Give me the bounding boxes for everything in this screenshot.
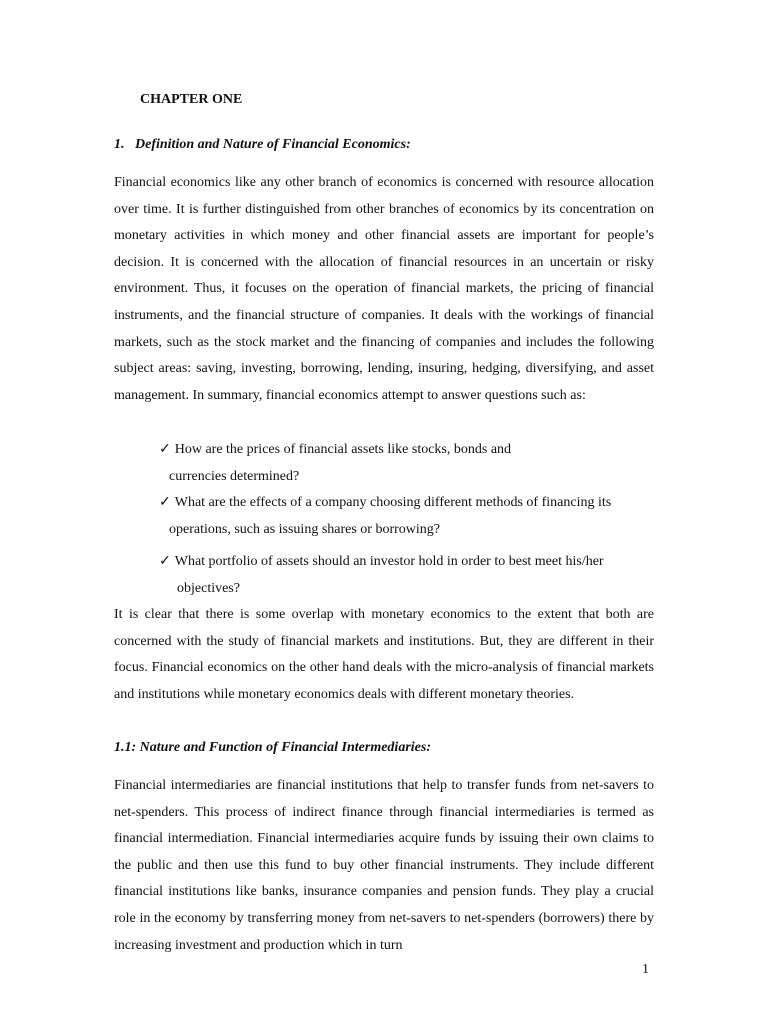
check-mark-icon: ✓ xyxy=(159,554,171,569)
bullet-text-line2: currencies determined? xyxy=(169,468,300,484)
bullet-item xyxy=(159,549,659,602)
bullet-item xyxy=(159,437,659,490)
paragraph-intermediaries: Financial intermediaries are financial institutions that help to transfer funds from net-savers to net-spenders. This process of indirect finance through financial intermediaries is termed as financial intermediation. Financial intermediaries acquire funds by issuing their own claims to the public and then use this fund to buy other financial instruments. They include different financial institutions like banks, insurance companies and pension funds. They play a crucial role in the economy by transferring money from net-savers to net-spenders (borrowers) there by increasing investment and production which in turn xyxy=(114,778,654,953)
bullet-text-line2: objectives? xyxy=(177,580,240,596)
page-number: 1 xyxy=(642,962,649,977)
bullet-text-line1: What are the effects of a company choosing different methods of financing its xyxy=(174,495,612,510)
bullet-item xyxy=(159,490,659,543)
section-title: Definition and Nature of Financial Economics: xyxy=(135,137,411,152)
bullet-text-line1: What portfolio of assets should an investor hold in order to best meet his/her xyxy=(174,554,604,569)
check-mark-icon: ✓ xyxy=(159,442,171,457)
bullet-text-line1: How are the prices of financial assets like stocks, bonds and xyxy=(174,442,512,457)
section-number: 1. xyxy=(114,137,125,152)
paragraph-overlap: It is clear that there is some overlap with monetary economics to the extent that both are concerned with the study of financial markets and institutions. But, they are different in their focus. Financial economics on the other hand deals with the micro-analysis of financial markets and institutions while monetary economics deals with different monetary theories. xyxy=(114,607,654,702)
bullet-text-line2: operations, such as issuing shares or borrowing? xyxy=(169,521,441,537)
chapter-title: CHAPTER ONE xyxy=(140,92,243,107)
section-heading-intermediaries: 1.1: Nature and Function of Financial Intermediaries: xyxy=(114,740,431,755)
check-mark-icon: ✓ xyxy=(159,495,171,510)
paragraph-definition: Financial economics like any other branch of economics is concerned with resource allocation over time. It is further distinguished from other branches of economics by its concentration on monetary activities in which money and other financial assets are important for people’s decision. It is concerned with the allocation of financial resources in an uncertain or risky environment. Thus, it focuses on the operation of financial markets, the pricing of financial instruments, and the financial structure of companies. It deals with the workings of financial markets, such as the stock market and the financing of companies and includes the following subject areas: saving, investing, borrowing, lending, insuring, hedging, diversifying, and asset management. In summary, financial economics attempt to answer questions such as: xyxy=(114,175,654,403)
section-heading-definition xyxy=(114,137,411,153)
